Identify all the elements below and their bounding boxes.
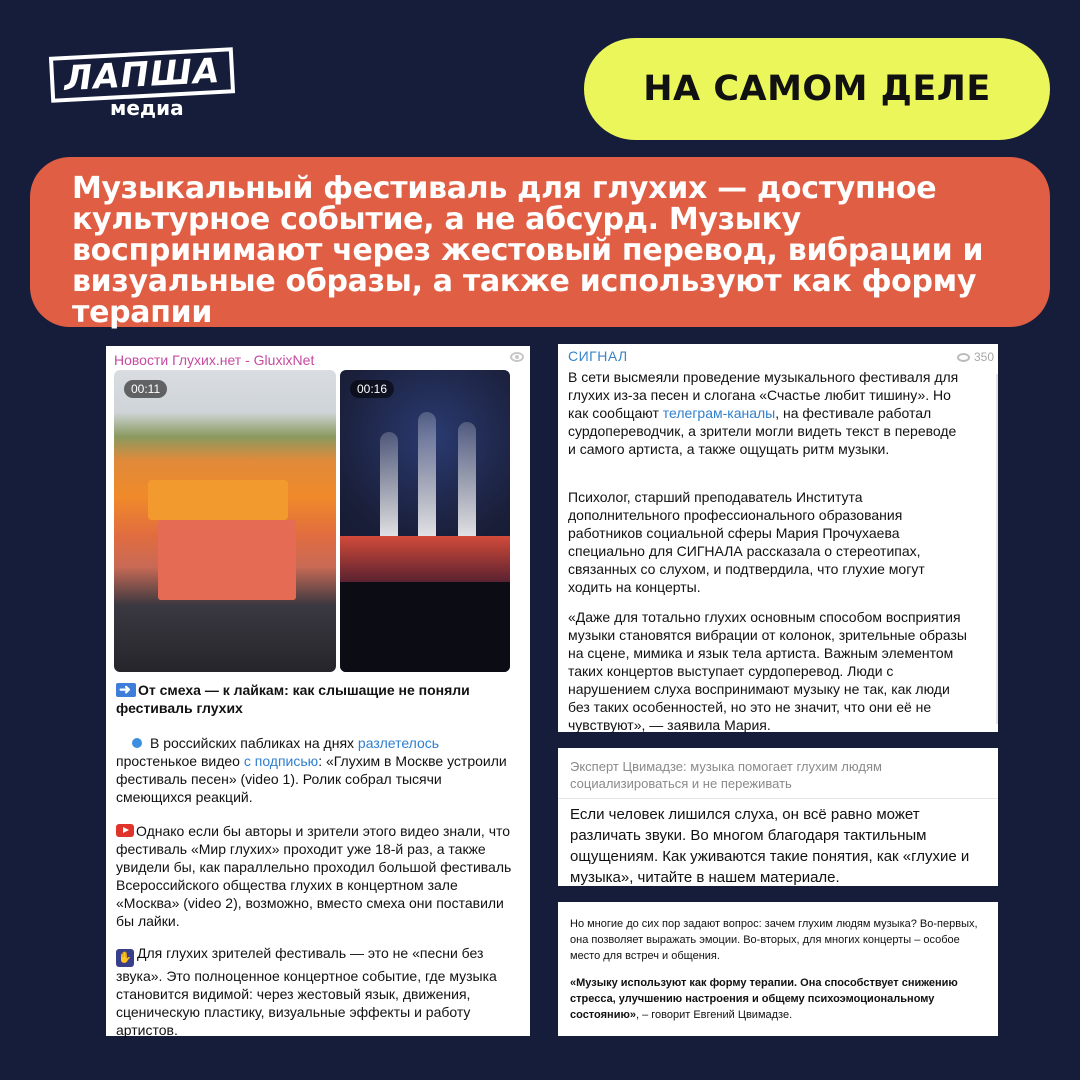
paragraph-text: Для глухих зрителей фестиваль — это не «песни без звука». Это полноценное концертное событие, где музыка становится видимой: через жестовый язык, движения, сценическую пластику, визуальные эффекты и работу артистов. xyxy=(116,945,497,1038)
stage-image xyxy=(340,536,510,582)
festival-banner-image xyxy=(148,480,288,520)
link-telegram-channels[interactable]: телеграм-каналы xyxy=(662,405,776,421)
paragraph-text: В сети высмеяли проведение музыкального фестиваля для глухих из-за песен и слогана «Счастье любит тишину». Но как сообщают xyxy=(568,369,959,421)
headline-text: Музыкальный фестиваль для глухих — доступное культурное событие, а не абсурд. Музыку воспринимают через жестовый перевод, вибрации и визуальные образы, а также используют как форму терапии xyxy=(72,171,984,330)
video-thumbnail-2[interactable] xyxy=(340,370,510,672)
post-paragraph-2: Психолог, старший преподаватель Института дополнительного профессионального образования работников социальной сферы Мария Прочухаева специально для СИГНАЛА рассказала о стереотипах, связанных со слухом, и подтвердила, что глухие могут ходить на концерты. xyxy=(568,489,925,595)
post-title-text: От смеха — к лайкам: как слышащие не поняли фестиваль глухих xyxy=(116,682,470,716)
post-paragraph-1 xyxy=(116,734,520,806)
post-title xyxy=(116,681,520,717)
post-paragraph-1 xyxy=(568,368,968,458)
youtube-icon xyxy=(116,824,134,837)
stage-screen-image xyxy=(158,520,296,600)
badge-label: НА САМОМ ДЕЛЕ xyxy=(643,69,991,109)
divider xyxy=(558,798,998,799)
video-thumbnail-1[interactable] xyxy=(114,370,336,672)
smoke-effect xyxy=(458,422,476,542)
sign-language-icon: ✋ xyxy=(116,949,134,967)
paragraph-text: В российских пабликах на днях xyxy=(150,735,358,751)
logo-main-text: ЛАПША xyxy=(63,50,222,100)
paragraph-text: простенькое видео xyxy=(116,753,244,769)
paragraph-text: : «Глухим в Москве устроили фестиваль песен» (video 1). Ролик собрал тысячи смеющихся реакций. xyxy=(116,753,507,805)
telegram-post-gluxixnet xyxy=(106,346,530,1036)
fact-check-badge xyxy=(584,38,1050,140)
paragraph-text: Однако если бы авторы и зрители этого видео знали, что фестиваль «Мир глухих» проходит уже 18-й раз, а также увидели бы, как параллельно проходил большой фестиваль Всероссийского общества глухих в концертном зале «Москва» (video 2), возможно, вместо смеха они поставили бы лайки. xyxy=(116,823,512,929)
article-headline: Эксперт Цвимадзе: музыка помогает глухим людям социализироваться и не переживать xyxy=(570,759,882,791)
quote-card xyxy=(558,902,998,1036)
video-duration-1: 00:11 xyxy=(124,380,167,398)
quote-intro: Но многие до сих пор задают вопрос: зачем глухим людям музыка? Во-первых, она позволяет выражать эмоции. Во-вторых, для многих концерты – особое место для встреч и общения. xyxy=(570,918,978,962)
audience-image xyxy=(340,582,510,672)
video-duration-2: 00:16 xyxy=(350,380,394,398)
eye-icon xyxy=(510,352,524,362)
smoke-effect xyxy=(380,432,398,542)
logo-sub-text: медиа xyxy=(110,96,184,120)
lapsha-media-logo xyxy=(50,52,240,122)
view-count xyxy=(957,350,994,364)
link-razletelos[interactable]: разлетелось xyxy=(357,735,440,751)
paragraph-text: , на фестивале работал сурдопереводчик, а зрители могли видеть текст в переводе и самого артиста, а также ощущать ритм музыки. xyxy=(568,405,957,457)
quote-attribution: , – говорит Евгений Цвимадзе. xyxy=(635,1009,793,1021)
expert-article-card[interactable] xyxy=(558,748,998,886)
quote-paragraph xyxy=(570,975,986,1023)
channel-name[interactable]: СИГНАЛ xyxy=(568,348,628,364)
arrow-right-icon xyxy=(116,683,136,697)
link-s-podpisyu[interactable]: с подписью xyxy=(243,753,319,769)
blue-circle-icon xyxy=(132,738,142,748)
post-paragraph-2 xyxy=(116,822,520,930)
eye-icon xyxy=(957,353,970,362)
channel-name[interactable]: Новости Глухих.нет - GluxixNet xyxy=(114,352,315,368)
logo-frame xyxy=(49,47,235,103)
view-count-value: 350 xyxy=(973,350,994,364)
scrollbar[interactable] xyxy=(996,374,998,724)
post-paragraph-3 xyxy=(116,944,520,1039)
headline-panel xyxy=(30,157,1050,330)
post-paragraph-3: «Даже для тотально глухих основным способом восприятия музыки становятся вибрации от колонок, зрительные образы на сцене, мимика и язык тела артиста. Важным элементом таких концертов выступает сурдоперевод. Люди с нарушением слуха воспринимают музыку не так, как люди без таких особенностей, но это не значит, что они её не чувствуют», — заявила Мария. xyxy=(568,609,967,733)
article-lead: Если человек лишился слуха, он всё равно может различать звуки. Во многом благодаря тактильным ощущениям. Как уживаются такие понятия, как «глухие и музыка», читайте в нашем материале. xyxy=(570,806,970,886)
smoke-effect xyxy=(418,412,436,542)
quote-bold-text: «Музыку используют как форму терапии. Она способствует снижению стресса, улучшению настроения и общему психоэмоциональному состоянию» xyxy=(570,977,958,1021)
telegram-post-signal xyxy=(558,344,998,732)
